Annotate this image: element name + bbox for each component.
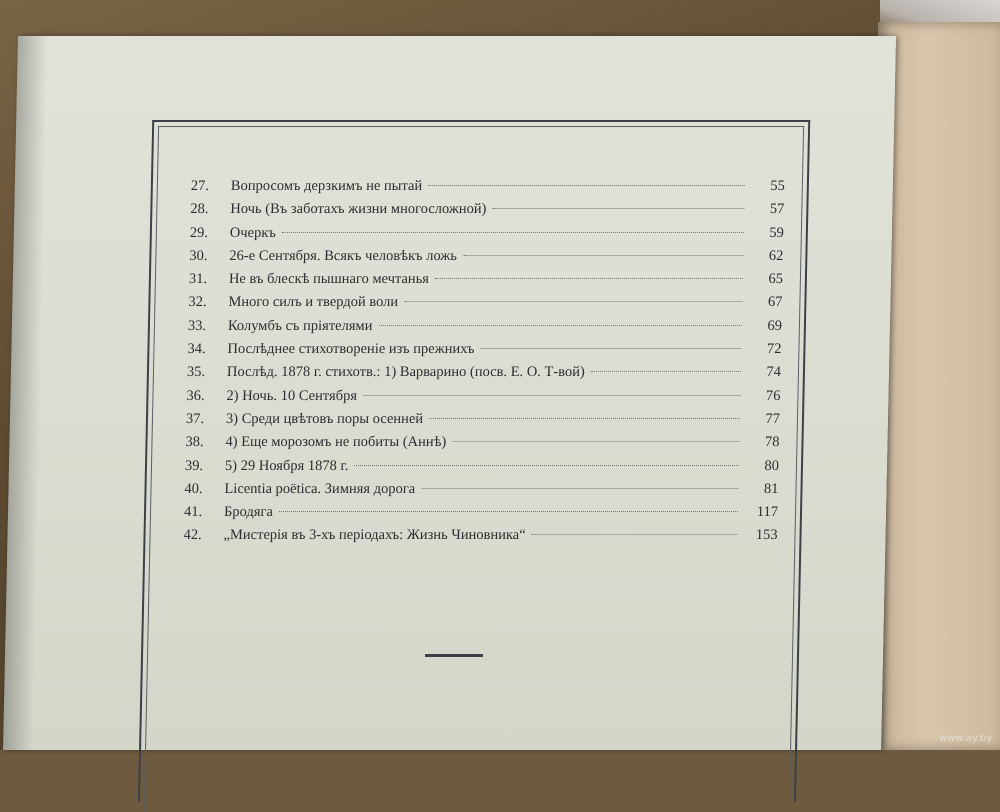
toc-entry-number: 29. <box>189 224 209 241</box>
toc-leader-dots <box>429 418 740 419</box>
toc-entry-page: 76 <box>765 387 781 404</box>
toc-entry-number: 33. <box>187 317 207 334</box>
toc-entry <box>185 434 779 457</box>
toc-leader-dots <box>282 232 744 233</box>
toc-entry <box>190 225 784 248</box>
toc-entry-title: Не въ блескѣ пышнаго мечтанья <box>228 271 430 288</box>
toc-entry <box>188 318 782 341</box>
toc-entry <box>187 341 781 364</box>
toc-entry-number: 28. <box>190 201 209 218</box>
toc-entry-page: 62 <box>768 247 784 264</box>
toc-entry <box>188 294 782 317</box>
toc-entry <box>187 364 781 387</box>
toc-entry-page: 65 <box>768 271 784 288</box>
toc-entry-number: 36. <box>186 387 205 404</box>
table-of-contents <box>183 178 785 551</box>
toc-entry-page: 153 <box>755 527 778 544</box>
toc-entry-title: 5) 29 Ноября 1878 г. <box>224 457 349 474</box>
toc-entry-number: 42. <box>183 527 202 544</box>
toc-entry-number: 41. <box>183 504 203 521</box>
toc-entry-title: Колумбъ съ пріятелями <box>227 317 373 334</box>
book-page <box>3 36 896 750</box>
toc-leader-dots <box>279 511 738 512</box>
toc-entry-number: 35. <box>186 364 206 381</box>
toc-entry-number: 27. <box>190 178 210 194</box>
toc-entry <box>189 271 783 294</box>
ornament-rule <box>425 654 483 657</box>
toc-entry-title: Послѣднее стихотвореніе изъ прежнихъ <box>227 341 475 358</box>
toc-entry-page: 69 <box>767 317 783 334</box>
toc-entry-number: 32. <box>188 294 207 311</box>
toc-entry-page: 80 <box>764 457 780 474</box>
toc-entry <box>186 411 780 434</box>
toc-entry-page: 78 <box>764 434 780 451</box>
toc-entry-title: Бродяга <box>223 504 274 521</box>
toc-entry-title: Послѣд. 1878 г. стихотв.: 1) Варварино (посв. Е. О. Т-вой) <box>226 364 585 381</box>
toc-entry <box>189 248 783 271</box>
toc-leader-dots <box>421 488 738 489</box>
toc-entry-title: „Мистерія въ 3-хъ періодахъ: Жизнь Чиновника“ <box>223 527 526 544</box>
toc-leader-dots <box>492 208 744 209</box>
toc-leader-dots <box>404 301 742 302</box>
toc-entry-page: 55 <box>770 178 786 194</box>
watermark: www.ay.by <box>939 733 992 744</box>
toc-leader-dots <box>463 255 743 256</box>
toc-entry-page: 117 <box>756 504 779 521</box>
toc-leader-dots <box>428 185 745 186</box>
toc-entry-number: 40. <box>184 480 203 497</box>
toc-entry-page: 77 <box>765 410 781 427</box>
toc-entry-title: Ночь (Въ заботахъ жизни многосложной) <box>230 201 487 218</box>
toc-entry <box>184 481 778 504</box>
right-page <box>878 22 1000 750</box>
toc-entry <box>186 388 780 411</box>
toc-leader-dots <box>480 348 741 349</box>
toc-entry-title: Вопросомъ дерзкимъ не пытай <box>230 178 423 194</box>
toc-entry-page: 81 <box>763 480 779 497</box>
toc-entry <box>191 178 785 201</box>
toc-leader-dots <box>532 534 738 535</box>
toc-entry-title: Много силъ и твердой воли <box>228 294 399 311</box>
toc-entry-number: 38. <box>185 434 204 451</box>
toc-entry-page: 72 <box>766 341 782 358</box>
toc-leader-dots <box>354 465 739 466</box>
toc-entry-number: 30. <box>189 247 208 264</box>
toc-entry-title: 26-е Сентября. Всякъ человѣкъ ложь <box>229 247 458 264</box>
toc-entry-page: 59 <box>769 224 785 241</box>
toc-entry-number: 31. <box>188 271 208 288</box>
toc-entry-title: Очеркъ <box>229 224 277 241</box>
toc-entry-number: 37. <box>185 410 205 427</box>
toc-entry-number: 39. <box>184 457 204 474</box>
toc-entry-title: 4) Еще морозомъ не побиты (Аннѣ) <box>225 434 447 451</box>
toc-entry-page: 74 <box>766 364 782 381</box>
toc-entry <box>185 458 779 481</box>
toc-entry-page: 67 <box>767 294 783 311</box>
toc-entry-number: 34. <box>187 341 206 358</box>
toc-entry-page: 57 <box>769 201 785 218</box>
toc-entry-title: 2) Ночь. 10 Сентября <box>226 387 358 404</box>
toc-leader-dots <box>378 325 742 326</box>
toc-entry <box>183 527 777 550</box>
toc-entry-title: Licentia poëtica. Зимняя дорога <box>224 480 416 497</box>
toc-leader-dots <box>452 441 739 442</box>
toc-leader-dots <box>435 278 743 279</box>
toc-leader-dots <box>363 395 741 396</box>
toc-leader-dots <box>591 371 741 372</box>
toc-entry-title: 3) Среди цвѣтовъ поры осенней <box>225 410 424 427</box>
toc-entry <box>184 504 778 527</box>
toc-entry <box>190 201 784 224</box>
